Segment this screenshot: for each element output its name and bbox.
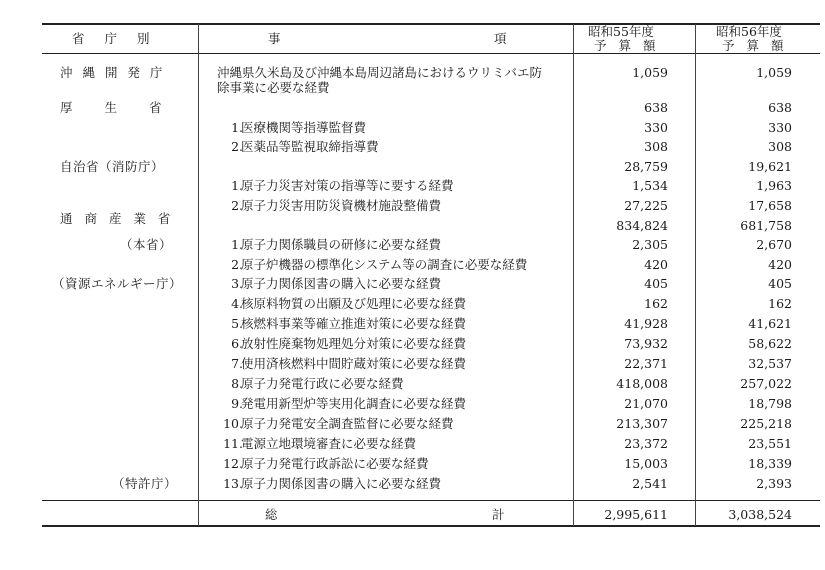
fy56-amount: 2,393 xyxy=(756,476,792,491)
item-description: 原子力関係図書の購入に必要な経費 xyxy=(241,276,442,291)
item-number: 2. xyxy=(231,198,243,213)
header-fy56-top: 昭和56年度 xyxy=(716,24,782,39)
fy56-amount: 1,963 xyxy=(756,178,792,193)
ministry-cell: （資源エネルギー庁） xyxy=(52,276,183,291)
item-number: 11. xyxy=(223,436,243,451)
fy56-amount: 17,658 xyxy=(748,198,792,213)
header-fy55-top: 昭和55年度 xyxy=(588,24,654,39)
item-description: 原子力発電行政訴訟に必要な経費 xyxy=(241,456,429,471)
item-description: 原子力災害対策の指導等に要する経費 xyxy=(241,178,454,193)
item-number: 3. xyxy=(231,276,243,291)
item-description: 使用済核燃料中間貯蔵対策に必要な経費 xyxy=(241,356,467,371)
fy55-amount: 15,003 xyxy=(624,456,668,471)
fy55-amount: 41,928 xyxy=(624,316,668,331)
total-top-rule xyxy=(42,500,820,501)
header-ministry: 省 庁 別 xyxy=(72,31,158,46)
fy55-amount: 21,070 xyxy=(624,396,668,411)
fy55-amount: 2,541 xyxy=(632,476,668,491)
fy56-amount: 41,621 xyxy=(748,316,792,331)
fy55-amount: 420 xyxy=(644,257,668,272)
item-number: 9. xyxy=(231,396,243,411)
item-number: 6. xyxy=(231,336,243,351)
header-fy55-bottom: 予 算 額 xyxy=(594,38,660,53)
total-label-right: 計 xyxy=(492,507,505,522)
item-number: 10. xyxy=(223,416,243,431)
item-description: 原子力発電行政に必要な経費 xyxy=(241,376,404,391)
item-description: 原子力災害用防災資機材施設整備費 xyxy=(241,198,442,213)
item-description: 沖縄県久米島及び沖縄本島周辺諸島におけるウリミバエ防 xyxy=(217,65,543,80)
item-number: 5. xyxy=(231,316,243,331)
fy55-amount: 73,932 xyxy=(624,336,668,351)
item-number: 12. xyxy=(223,456,243,471)
item-description: 除事業に必要な経費 xyxy=(217,80,330,95)
header-item-left: 事 xyxy=(268,31,281,46)
item-description: 医薬品等監視取締指導費 xyxy=(241,139,379,154)
item-description: 医療機関等指導監督費 xyxy=(241,120,367,135)
fy56-amount: 162 xyxy=(768,296,792,311)
column-divider-fy55 xyxy=(695,24,696,526)
item-number: 4. xyxy=(231,296,243,311)
fy55-amount: 308 xyxy=(644,139,668,154)
ministry-cell: （特許庁） xyxy=(112,476,178,491)
table-top-rule xyxy=(42,23,820,25)
item-description: 電源立地環境審査に必要な経費 xyxy=(241,436,417,451)
fy56-amount: 638 xyxy=(768,100,792,115)
item-number: 7. xyxy=(231,356,243,371)
total-fy56-amount: 3,038,524 xyxy=(728,507,792,522)
fy56-amount: 18,798 xyxy=(748,396,792,411)
header-item-right: 項 xyxy=(494,31,507,46)
fy55-amount: 638 xyxy=(644,100,668,115)
ministry-cell: 自治省（消防庁） xyxy=(60,159,165,174)
fy56-amount: 405 xyxy=(768,276,792,291)
item-description: 核燃料事業等確立推進対策に必要な経費 xyxy=(241,316,467,331)
fy56-amount: 308 xyxy=(768,139,792,154)
fy55-amount: 418,008 xyxy=(616,376,668,391)
fy56-amount: 330 xyxy=(768,120,792,135)
ministry-cell: 沖 縄 開 発 庁 xyxy=(60,65,166,80)
column-divider-ministry xyxy=(198,24,199,526)
item-description: 原子炉機器の標準化システム等の調査に必要な経費 xyxy=(241,257,528,272)
column-divider-item xyxy=(573,24,574,526)
total-label-left: 総 xyxy=(265,507,278,522)
header-fy56-bottom: 予 算 額 xyxy=(722,38,788,53)
item-number: 2. xyxy=(231,139,243,154)
table-bottom-rule xyxy=(42,525,820,527)
fy56-amount: 23,551 xyxy=(748,436,792,451)
item-description: 原子力関係職員の研修に必要な経費 xyxy=(241,237,442,252)
item-number: 1. xyxy=(231,120,243,135)
fy55-amount: 330 xyxy=(644,120,668,135)
ministry-cell: 通 商 産 業 省 xyxy=(60,211,175,226)
fy55-amount: 1,534 xyxy=(632,178,668,193)
item-description: 核原料物質の出願及び処理に必要な経費 xyxy=(241,296,467,311)
fy55-amount: 27,225 xyxy=(624,198,668,213)
item-number: 1. xyxy=(231,237,243,252)
item-description: 放射性廃棄物処理処分対策に必要な経費 xyxy=(241,336,467,351)
fy55-amount: 22,371 xyxy=(624,356,668,371)
fy55-amount: 28,759 xyxy=(624,159,668,174)
header-bottom-rule xyxy=(42,53,820,54)
item-number: 1. xyxy=(231,178,243,193)
item-description: 原子力関係図書の購入に必要な経費 xyxy=(241,476,442,491)
fy56-amount: 257,022 xyxy=(740,376,792,391)
fy55-amount: 162 xyxy=(644,296,668,311)
fy56-amount: 681,758 xyxy=(740,218,792,233)
fy55-amount: 1,059 xyxy=(632,65,668,80)
total-fy55-amount: 2,995,611 xyxy=(604,507,668,522)
fy56-amount: 19,621 xyxy=(748,159,792,174)
item-number: 13. xyxy=(223,476,243,491)
fy56-amount: 2,670 xyxy=(756,237,792,252)
fy56-amount: 32,537 xyxy=(748,356,792,371)
fy56-amount: 18,339 xyxy=(748,456,792,471)
fy56-amount: 420 xyxy=(768,257,792,272)
fy55-amount: 2,305 xyxy=(632,237,668,252)
item-number: 2. xyxy=(231,257,243,272)
fy56-amount: 225,218 xyxy=(740,416,792,431)
item-number: 8. xyxy=(231,376,243,391)
fy55-amount: 405 xyxy=(644,276,668,291)
fy55-amount: 834,824 xyxy=(616,218,668,233)
fy55-amount: 213,307 xyxy=(616,416,668,431)
fy55-amount: 23,372 xyxy=(624,436,668,451)
item-description: 原子力発電安全調査監督に必要な経費 xyxy=(241,416,454,431)
ministry-cell: 厚 生 省 xyxy=(60,100,176,115)
ministry-cell: （本省） xyxy=(120,237,173,252)
fy56-amount: 58,622 xyxy=(748,336,792,351)
item-description: 発電用新型炉等実用化調査に必要な経費 xyxy=(241,396,467,411)
fy56-amount: 1,059 xyxy=(756,65,792,80)
